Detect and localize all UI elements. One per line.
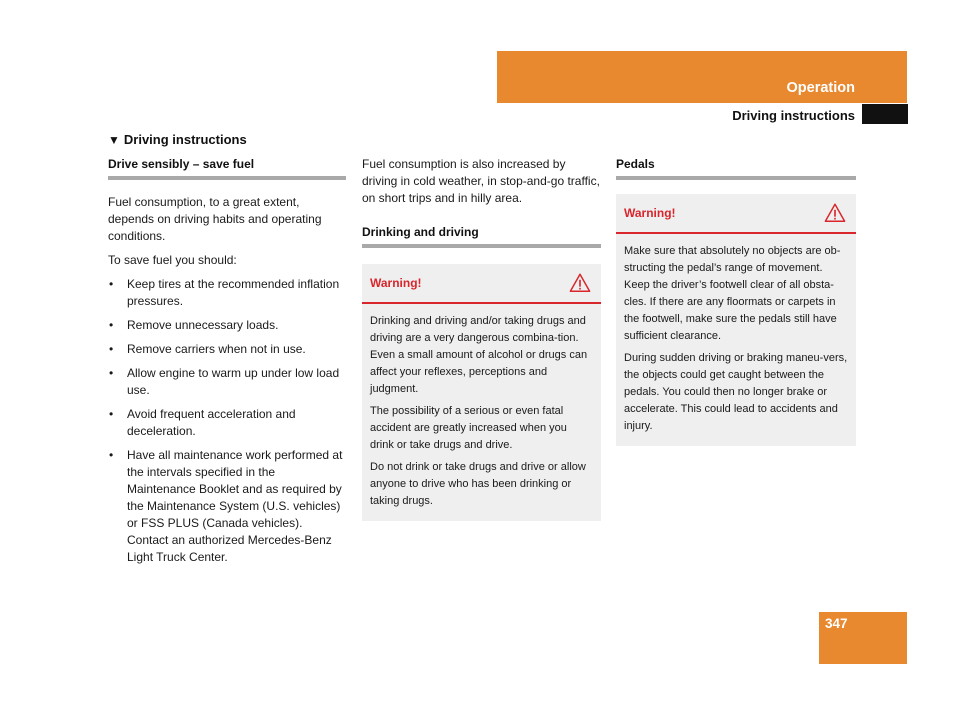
section-subtitle: Driving instructions bbox=[732, 108, 855, 123]
bullet-icon: • bbox=[109, 342, 114, 356]
warning-body bbox=[616, 234, 856, 446]
chapter-title: Operation bbox=[786, 80, 855, 96]
column-fuel bbox=[108, 156, 346, 573]
chapter-header-bar bbox=[497, 51, 907, 103]
chapter-tab-marker bbox=[862, 104, 908, 124]
bullet-icon: • bbox=[109, 407, 114, 421]
warning-paragraph: During sudden driving or braking maneu-vers, the objects could get caught between the pedals. You could then no longer brake or accelerate. This could lead to accidents and injury. bbox=[624, 352, 848, 432]
heading-save-fuel: Drive sensibly – save fuel bbox=[108, 156, 346, 180]
warning-header bbox=[616, 194, 856, 234]
warning-title: Warning! bbox=[624, 205, 676, 220]
warning-header bbox=[362, 264, 601, 304]
column-pedals bbox=[616, 156, 856, 446]
fuel-intro: Fuel consumption, to a great extent, depends on driving habits and operating conditions. bbox=[108, 195, 322, 243]
list-item: • Remove unnecessary loads. bbox=[109, 318, 279, 332]
warning-body bbox=[362, 304, 601, 521]
warning-box-pedals bbox=[616, 194, 856, 446]
bullet-icon: • bbox=[109, 366, 114, 380]
warning-paragraph: The possibility of a serious or even fatal accident are greatly increased when you drink or take drugs and drive. bbox=[370, 405, 567, 451]
warning-paragraph: Drinking and driving and/or taking drugs and driving are a very dangerous combina-tion. Even a small amount of alcohol or drugs can affect your reflexes, perceptions and judgment. bbox=[370, 315, 588, 395]
warning-triangle-icon bbox=[569, 272, 591, 294]
bullet-icon: • bbox=[109, 318, 114, 332]
bullet-icon: • bbox=[109, 448, 114, 462]
triangle-down-icon: ▼ bbox=[108, 133, 120, 147]
section-title-text: Driving instructions bbox=[123, 132, 247, 147]
fuel-lead: To save fuel you should: bbox=[108, 253, 237, 267]
list-item: • Allow engine to warm up under low load use. bbox=[109, 366, 340, 397]
warning-box-drinking bbox=[362, 264, 601, 521]
column-drinking bbox=[362, 156, 601, 521]
heading-pedals: Pedals bbox=[616, 156, 856, 180]
list-item: • Keep tires at the recommended inflation pressures. bbox=[109, 277, 340, 308]
fuel-tips-list bbox=[108, 276, 346, 566]
list-item: • Avoid frequent acceleration and deceleration. bbox=[109, 407, 296, 438]
list-item: • Have all maintenance work performed at the intervals specified in the Maintenance Booklet and as required by the Maintenance System (U.S. vehicles) or FSS PLUS (Canada vehicles). Contact an authorized Mercedes-Benz Light Truck Center. bbox=[109, 448, 343, 564]
bullet-icon: • bbox=[109, 277, 114, 291]
warning-triangle-icon bbox=[824, 202, 846, 224]
warning-paragraph: Do not drink or take drugs and drive or allow anyone to drive who has been drinking or taking drugs. bbox=[370, 461, 586, 507]
page-number-box bbox=[819, 612, 907, 664]
page-number: 347 bbox=[825, 616, 848, 631]
warning-paragraph: Make sure that absolutely no objects are ob-structing the pedal’s range of movement. Keep the driver’s footwell clear of all obsta-cles. If there are any floormats or carpets in the footwell, make sure the pedals still have sufficient clearance. bbox=[624, 245, 841, 342]
heading-drinking-driving: Drinking and driving bbox=[362, 224, 601, 248]
fuel-continued-text: Fuel consumption is also increased by driving in cold weather, in stop-and-go traffic, on short trips and in hilly area. bbox=[362, 157, 600, 205]
section-title bbox=[108, 132, 247, 147]
warning-title: Warning! bbox=[370, 275, 422, 290]
list-item: • Remove carriers when not in use. bbox=[109, 342, 306, 356]
